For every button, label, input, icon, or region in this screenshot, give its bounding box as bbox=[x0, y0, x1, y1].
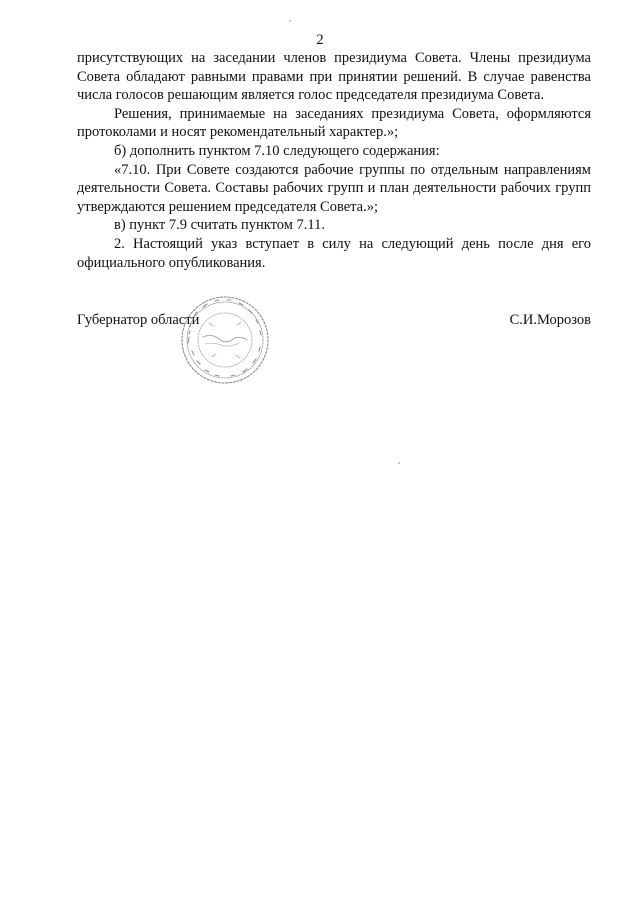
paragraph-item-v: в) пункт 7.9 считать пунктом 7.11. bbox=[114, 217, 325, 234]
signature-block bbox=[77, 311, 591, 333]
page-number: 2 bbox=[316, 32, 324, 48]
paragraph-effective-date: 2. Настоящий указ вступает в силу на следующий день после дня его официального опубликования. bbox=[77, 235, 591, 271]
paragraph-continuation: присутствующих на заседании членов президиума Совета. Члены президиума Совета обладают равными правами при принятии решений. В случае равенства числа голосов решающим является голос председателя президиума Совета. bbox=[77, 50, 591, 104]
paragraph-clause-7-10: «7.10. При Совете создаются рабочие группы по отдельным направлениям деятельности Совета. Составы рабочих групп и план деятельности рабочих групп утверждаются решением председателя Совета.»; bbox=[77, 161, 591, 215]
official-seal-stamp bbox=[179, 293, 271, 387]
paragraph-item-b: б) дополнить пунктом 7.10 следующего содержания: bbox=[114, 142, 440, 159]
signer-title: Губернатор области bbox=[77, 312, 200, 328]
paragraph-decisions: Решения, принимаемые на заседаниях президиума Совета, оформляются протоколами и носят рекомендательный характер.»; bbox=[77, 105, 591, 141]
scan-speck bbox=[398, 462, 400, 464]
scan-speck bbox=[289, 20, 291, 22]
document-body bbox=[77, 49, 591, 272]
signer-name: С.И.Морозов bbox=[509, 312, 591, 328]
